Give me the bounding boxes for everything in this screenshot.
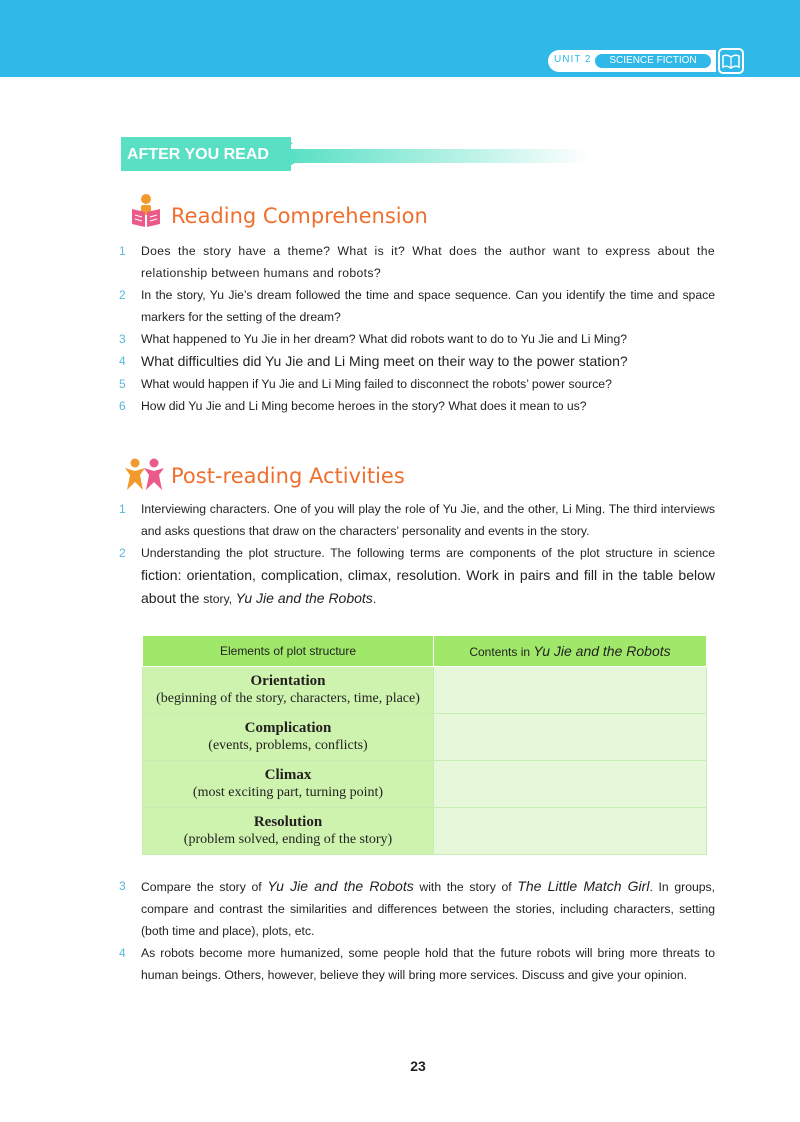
activity-text: with the story of: [413, 880, 518, 894]
question-text: Does the story have a theme? What is it? What does the author want to express about the relationship between humans and robots?: [141, 244, 715, 280]
story-title: Yu Jie and the Robots: [235, 590, 373, 606]
question-number: 1: [119, 244, 126, 258]
contents-cell[interactable]: [434, 714, 707, 761]
question-text: What would happen if Yu Jie and Li Ming failed to disconnect the robots’ power source?: [141, 377, 612, 391]
contents-cell[interactable]: [434, 667, 707, 714]
activity-text: . In groups, compare and contrast the similarities and differences between the stories, including characters, setting (both time and place), plots, etc.: [141, 880, 716, 938]
question-number: 3: [119, 332, 126, 346]
reader-icon: [128, 193, 164, 231]
activity-text: Compare the story of: [141, 880, 268, 894]
banner-fade: [291, 149, 591, 163]
question-text: In the story, Yu Jie’s dream followed the time and space sequence. Can you identify the time and space markers for the setting of the dream?: [141, 288, 715, 324]
plot-structure-table: [142, 635, 707, 855]
activity-number: 1: [119, 502, 126, 516]
plot-desc: (problem solved, ending of the story): [183, 832, 393, 847]
list-item: [119, 942, 715, 986]
story-title: The Little Match Girl: [517, 878, 650, 894]
plot-term: Resolution: [253, 814, 323, 830]
activity-number: 3: [119, 879, 126, 893]
post-reading-title: Post-reading Activities: [171, 464, 405, 488]
list-item: [119, 542, 715, 610]
list-item: [119, 240, 715, 284]
plot-element-cell: [143, 667, 434, 714]
table-header-row: [143, 636, 707, 667]
contents-cell[interactable]: [434, 761, 707, 808]
plot-desc: (events, problems, conflicts): [208, 738, 368, 753]
plot-desc: (most exciting part, turning point): [192, 785, 384, 800]
plot-element-cell: [143, 761, 434, 808]
column-header: Elements of plot structure: [143, 636, 434, 667]
column-header: [434, 636, 707, 667]
story-title: Yu Jie and the Robots: [267, 878, 414, 894]
question-number: 5: [119, 377, 126, 391]
list-item: [119, 284, 715, 328]
plot-term: Complication: [244, 720, 332, 736]
list-item: [119, 328, 715, 350]
activities-list-bottom: [119, 875, 715, 986]
book-icon: [718, 48, 744, 74]
reading-comprehension-title: Reading Comprehension: [171, 204, 428, 228]
list-item: [119, 875, 715, 942]
activity-number: 2: [119, 546, 126, 560]
list-item: [119, 395, 715, 417]
plot-element-cell: [143, 714, 434, 761]
question-text: How did Yu Jie and Li Ming become heroes in the story? What does it mean to us?: [141, 399, 587, 413]
activity-text: .: [372, 592, 377, 606]
banner-zigzag: [283, 139, 297, 171]
comprehension-questions: [119, 240, 715, 417]
list-item: [119, 498, 715, 542]
activity-text: As robots become more humanized, some people hold that the future robots will bring more threats to human beings. Others, however, believe they will bring more services. Discuss and give your opinion.: [141, 946, 715, 982]
unit-label: UNIT 2: [554, 54, 592, 65]
activity-text: fiction: orientation, complication, climax, resolution. Work in pairs and fill in the table below about the: [141, 567, 715, 606]
question-text: What happened to Yu Jie in her dream? What did robots want to do to Yu Jie and Li Ming?: [141, 332, 628, 346]
activity-number: 4: [119, 946, 126, 960]
plot-desc: (beginning of the story, characters, time, place): [156, 691, 420, 706]
table-row: [143, 667, 707, 714]
plot-term: Climax: [264, 767, 312, 783]
page-number: 23: [410, 1058, 426, 1074]
after-you-read-heading: AFTER YOU READ: [127, 146, 269, 163]
question-text: What difficulties did Yu Jie and Li Ming meet on their way to the power station?: [141, 353, 628, 369]
activities-list-top: [119, 498, 715, 610]
table-row: [143, 761, 707, 808]
activity-text: Understanding the plot structure. The following terms are components of the plot structure in science: [141, 546, 715, 560]
section-label: SCIENCE FICTION: [595, 54, 711, 68]
list-item: [119, 373, 715, 395]
activity-text: Interviewing characters. One of you will play the role of Yu Jie, and the other, Li Ming. The third interviews and asks questions that draw on the characters’ personality and events in the story.: [141, 502, 715, 538]
activity-text: story,: [203, 592, 236, 606]
table-row: [143, 714, 707, 761]
contents-cell[interactable]: [434, 808, 707, 855]
column-header-prefix: Contents in: [469, 645, 534, 659]
plot-element-cell: [143, 808, 434, 855]
question-number: 2: [119, 288, 126, 302]
list-item: [119, 350, 715, 373]
plot-term: Orientation: [250, 673, 326, 689]
story-title: Yu Jie and the Robots: [533, 643, 671, 659]
question-number: 6: [119, 399, 126, 413]
table-row: [143, 808, 707, 855]
question-number: 4: [119, 354, 126, 368]
people-icon: [124, 458, 166, 492]
